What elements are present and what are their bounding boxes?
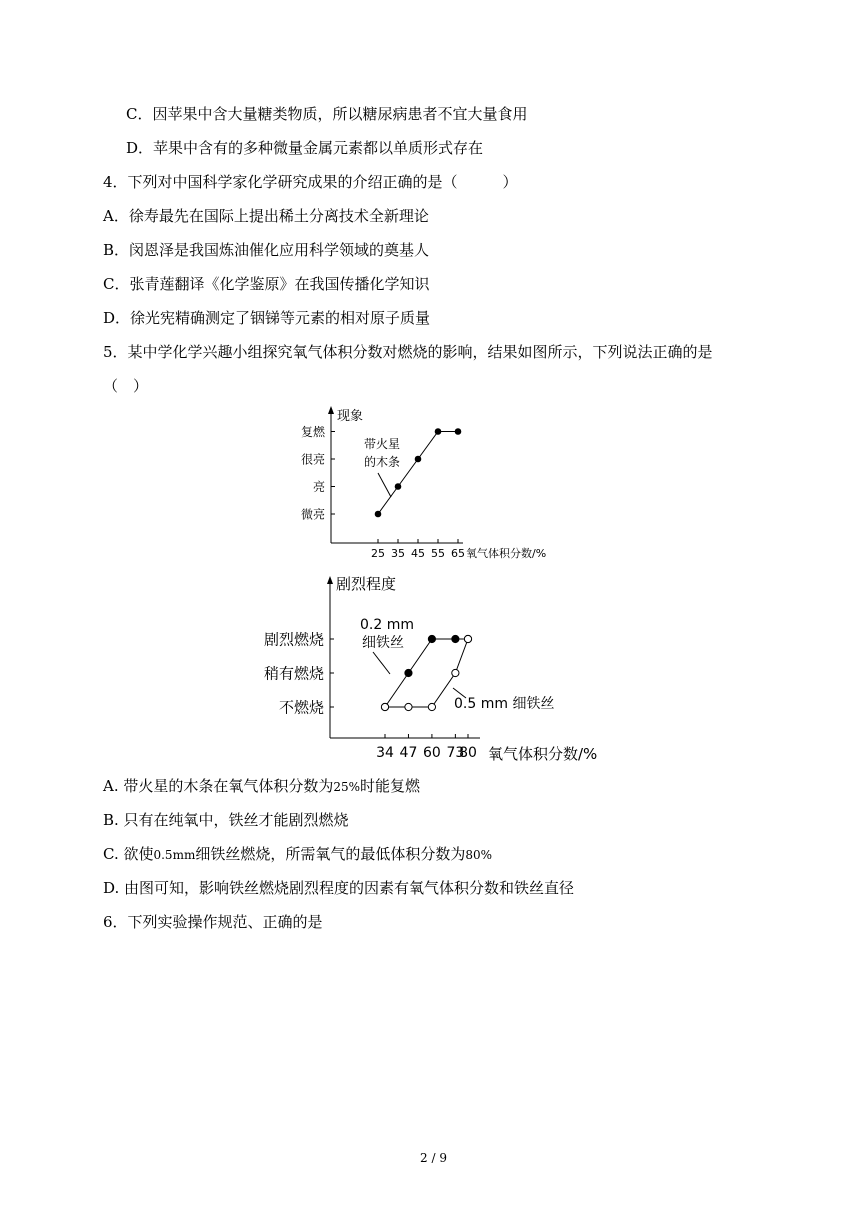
question5-option-c: C. 欲使0.5mm细铁丝燃烧，所需氧气的最低体积分数为80% bbox=[103, 845, 493, 863]
y-tick-label: 剧烈燃烧 bbox=[263, 630, 324, 649]
question3-option-d: D．苹果中含有的多种微量金属元素都以单质形式存在 bbox=[126, 139, 484, 157]
data-point-0 bbox=[452, 635, 459, 642]
series-0.5mm-label: 0.5 mm 细铁丝 bbox=[454, 696, 555, 712]
y-axis-arrow bbox=[327, 576, 333, 584]
x-tick-label: 65 bbox=[451, 547, 465, 560]
splint-chart bbox=[290, 400, 590, 565]
question4-stem: 4．下列对中国科学家化学研究成果的介绍正确的是（ ） bbox=[103, 173, 518, 191]
data-point-0 bbox=[435, 429, 441, 435]
y-tick-label: 不燃烧 bbox=[278, 698, 324, 717]
x-tick-label: 60 bbox=[422, 745, 441, 761]
y-tick-label: 稍有燃烧 bbox=[263, 664, 324, 683]
series-0.2mm-label-line-1: 0.2 mm bbox=[360, 617, 414, 633]
data-point-1 bbox=[381, 703, 388, 710]
series-0.2mm-label-pointer bbox=[373, 652, 390, 674]
question5-option-a: A. 带火星的木条在氧气体积分数为25%时能复燃 bbox=[103, 777, 421, 795]
data-point-1 bbox=[428, 703, 435, 710]
x-axis-label: 氧气体积分数/% bbox=[488, 745, 598, 763]
question4-option-a: A．徐寿最先在国际上提出稀土分离技术全新理论 bbox=[103, 207, 429, 225]
x-tick-label: 80 bbox=[459, 745, 477, 761]
y-axis-label: 剧烈程度 bbox=[336, 575, 397, 593]
y-tick-label: 微亮 bbox=[300, 507, 325, 522]
question6-stem: 6．下列实验操作规范、正确的是 bbox=[103, 913, 323, 931]
y-axis-arrow bbox=[328, 406, 334, 414]
data-point-0 bbox=[375, 511, 381, 517]
x-tick-label: 47 bbox=[399, 745, 418, 761]
x-tick-label: 55 bbox=[431, 547, 445, 560]
y-axis-label: 现象 bbox=[337, 409, 364, 424]
page-number: 2 / 9 bbox=[420, 1151, 447, 1165]
series-0.2mm-label-line-2: 细铁丝 bbox=[362, 635, 404, 651]
question5-answer-bracket: （ ） bbox=[103, 377, 149, 395]
data-point-1 bbox=[452, 669, 459, 676]
question5-stem: 5．某中学化学兴趣小组探究氧气体积分数对燃烧的影响，结果如图所示，下列说法正确的是 bbox=[103, 343, 713, 361]
series-label-line-1: 带火星 bbox=[364, 437, 401, 451]
data-point-0 bbox=[455, 429, 461, 435]
x-tick-label: 45 bbox=[411, 547, 425, 560]
x-tick-label: 34 bbox=[376, 745, 394, 761]
data-point-1 bbox=[464, 635, 471, 642]
y-tick-label: 很亮 bbox=[300, 452, 325, 467]
question5-option-b: B. 只有在纯氧中，铁丝才能剧烈燃烧 bbox=[103, 811, 349, 829]
question5-option-d: D. 由图可知，影响铁丝燃烧剧烈程度的因素有氧气体积分数和铁丝直径 bbox=[103, 879, 575, 897]
y-tick-label: 亮 bbox=[312, 480, 325, 495]
x-tick-label: 35 bbox=[391, 547, 405, 560]
question4-option-b: B．闵恩泽是我国炼油催化应用科学领域的奠基人 bbox=[103, 241, 430, 259]
data-point-0 bbox=[395, 484, 401, 490]
question4-option-d: D．徐光宪精确测定了铟锑等元素的相对原子质量 bbox=[103, 309, 431, 327]
data-point-0 bbox=[415, 456, 421, 462]
series-label-line-2: 的木条 bbox=[364, 455, 401, 469]
x-tick-label: 25 bbox=[371, 547, 385, 560]
question4-option-c: C．张青莲翻译《化学鉴原》在我国传播化学知识 bbox=[103, 275, 430, 293]
y-tick-label: 复燃 bbox=[300, 425, 325, 440]
question3-option-c: C．因苹果中含大量糖类物质，所以糖尿病患者不宜大量食用 bbox=[126, 105, 528, 123]
series-label-pointer bbox=[378, 473, 391, 497]
data-point-0 bbox=[405, 669, 412, 676]
x-tick-label: 73 bbox=[446, 745, 465, 761]
data-point-0 bbox=[428, 635, 435, 642]
data-point-1 bbox=[405, 703, 412, 710]
x-axis-label: 氧气体积分数/% bbox=[466, 547, 547, 560]
iron-wire-chart bbox=[240, 568, 620, 768]
